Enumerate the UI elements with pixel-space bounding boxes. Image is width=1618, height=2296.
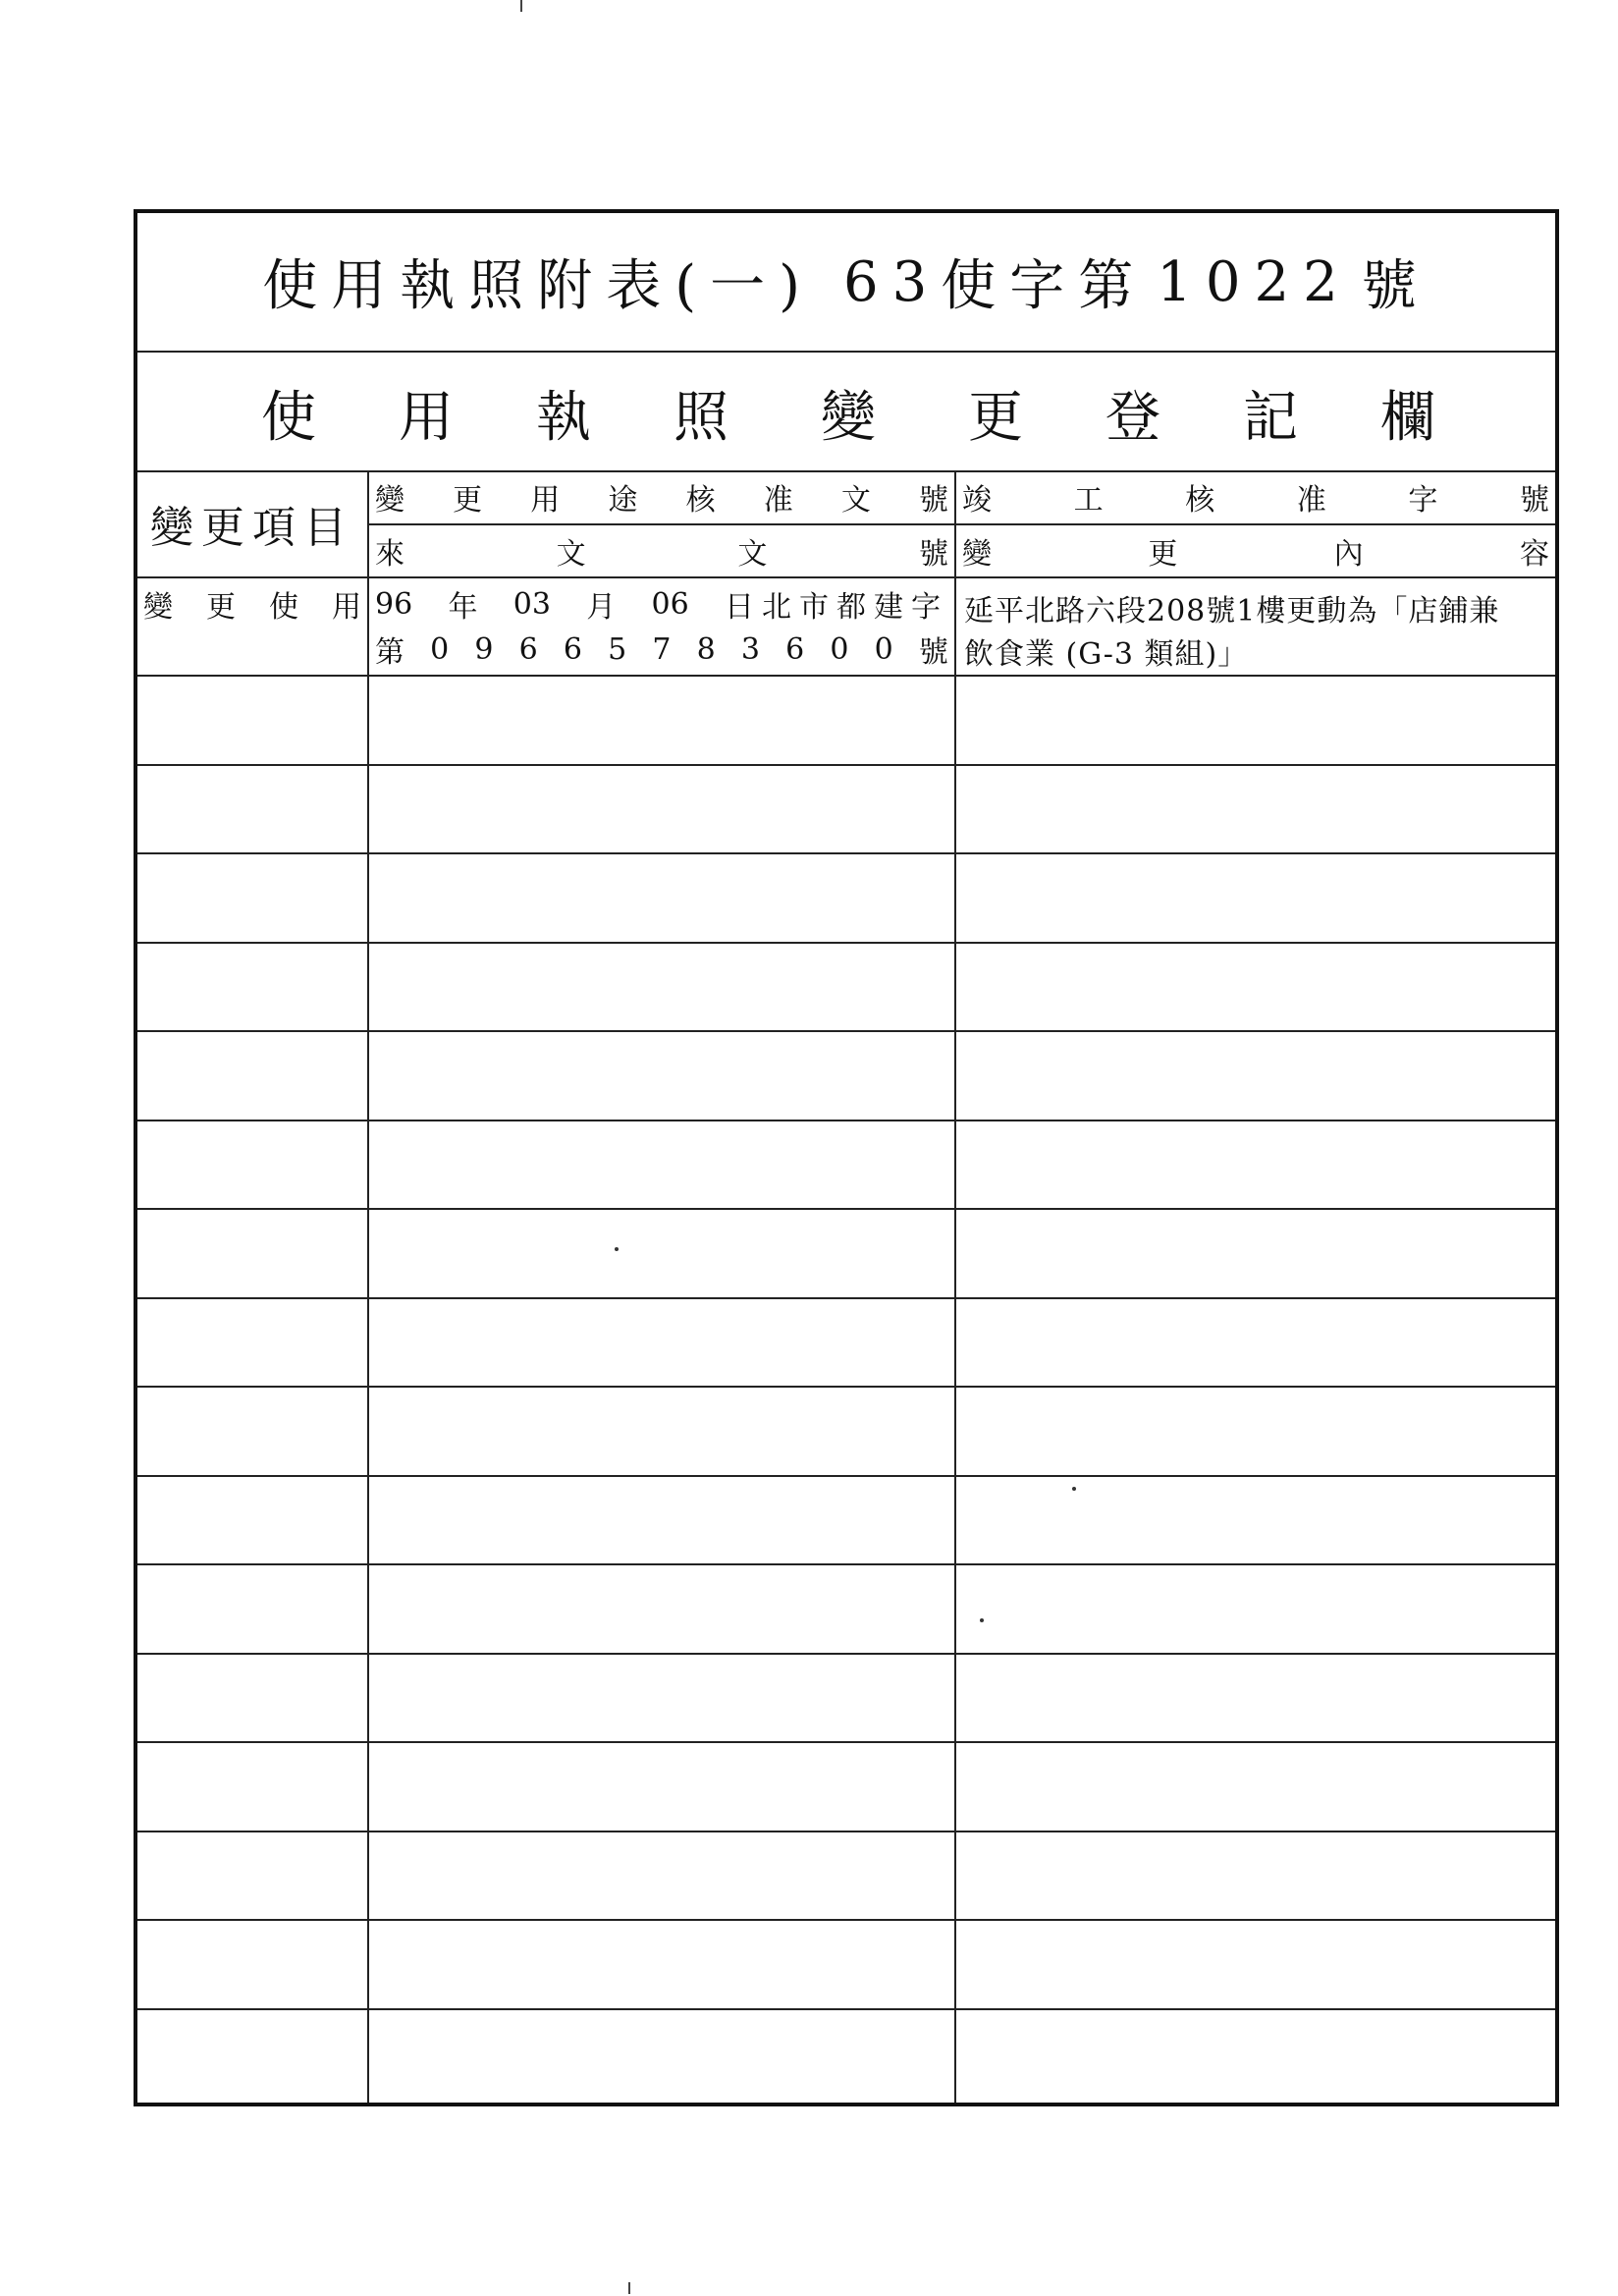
header-char: 更 (453, 483, 483, 518)
title-part: 號 (1361, 254, 1430, 318)
header-change-item: 變更項目 (150, 503, 354, 553)
entry-char: 6 (563, 631, 582, 667)
column-divider (954, 470, 956, 2103)
entry-char: 6 (518, 631, 538, 667)
header-char: 變 (375, 483, 404, 518)
entry-char: 8 (696, 631, 716, 667)
entry-char: 0 (830, 631, 849, 667)
subtitle-char: 更 (968, 386, 1023, 450)
blank-row-line (137, 2008, 1555, 2010)
blank-row-line (137, 942, 1555, 944)
title-part: 63 (842, 249, 942, 314)
blank-row-line (137, 1297, 1555, 1299)
header-char: 變 (962, 537, 992, 572)
subtitle-char: 照 (674, 386, 728, 450)
header-char: 工 (1073, 483, 1104, 518)
entry-char: 5 (608, 631, 627, 667)
header-completion-no (956, 470, 1555, 523)
entry-char: 月 (586, 590, 617, 625)
row-divider (137, 675, 1555, 677)
title-part: 使字第 (941, 254, 1148, 318)
scan-speck (1072, 1487, 1076, 1491)
header-char: 內 (1333, 537, 1364, 572)
entry-char: 6 (785, 631, 805, 667)
entry-char: 7 (652, 631, 672, 667)
title-part: 附 (537, 254, 607, 318)
entry-content-line2: 飲食業 (G-3 類組)」 (964, 637, 1249, 672)
entry-char: 使 (269, 590, 298, 625)
subtitle-char: 欄 (1380, 386, 1435, 450)
form-subtitle (137, 351, 1555, 472)
blank-row-line (137, 1831, 1555, 1832)
title-part: 照 (468, 254, 538, 318)
entry-char: 96 (375, 586, 413, 622)
form-title (137, 213, 1555, 353)
blank-row-line (137, 1653, 1555, 1655)
title-part: 執 (400, 254, 469, 318)
blank-row-line (137, 1386, 1555, 1388)
title-part: 表 (606, 254, 675, 318)
header-char: 容 (1519, 537, 1549, 572)
blank-row-line (137, 1208, 1555, 1210)
header-char: 核 (1185, 483, 1215, 518)
subtitle-char: 變 (821, 386, 876, 450)
header-char: 竣 (962, 483, 992, 518)
subtitle-char: 用 (399, 386, 454, 450)
title-part: (一) (674, 254, 814, 318)
header-approval-no (369, 470, 954, 523)
entry-change-item (137, 582, 367, 626)
header-char: 用 (530, 483, 561, 518)
title-part: 1022 (1157, 249, 1352, 314)
subtitle-char: 使 (261, 386, 316, 450)
blank-row-line (137, 852, 1555, 854)
entry-char: 更 (206, 590, 236, 625)
header-char: 文 (556, 537, 586, 572)
entry-content-line1: 延平北路六段208號1樓更動為「店鋪兼 (964, 594, 1500, 629)
entry-char: 變 (143, 590, 173, 625)
blank-row-line (137, 1919, 1555, 1921)
scan-mark (628, 2282, 630, 2294)
entry-char: 0 (874, 631, 893, 667)
entry-doc-line1 (369, 582, 954, 626)
blank-row-line (137, 1120, 1555, 1121)
header-char: 來 (375, 537, 404, 572)
header-bottom-line (137, 576, 1555, 578)
blank-row-line (137, 1030, 1555, 1032)
header-char: 准 (1296, 483, 1326, 518)
header-char: 文 (840, 483, 871, 518)
entry-char: 年 (448, 590, 478, 625)
permit-form (134, 209, 1559, 2106)
entry-char: 03 (512, 586, 551, 622)
entry-char: 0 (430, 631, 450, 667)
header-char: 號 (918, 537, 948, 572)
record-grid (137, 470, 1555, 2103)
entry-doc-line2 (369, 628, 954, 671)
entry-char: 9 (474, 631, 494, 667)
subtitle-char: 執 (536, 386, 591, 450)
header-char: 號 (918, 483, 948, 518)
entry-char: 用 (332, 590, 361, 625)
header-char: 途 (608, 483, 638, 518)
scan-speck (980, 1618, 984, 1622)
scan-mark (520, 0, 522, 12)
blank-row-line (137, 1741, 1555, 1743)
scan-speck (615, 1247, 619, 1251)
header-change-content (956, 525, 1555, 576)
entry-char: 3 (740, 631, 760, 667)
title-part: 用 (331, 254, 401, 318)
blank-row-line (137, 1475, 1555, 1477)
entry-char: 06 (651, 586, 689, 622)
subtitle-char: 記 (1243, 386, 1298, 450)
entry-char: 號 (918, 635, 948, 670)
title-part: 使 (262, 254, 332, 318)
blank-row-line (137, 764, 1555, 766)
entry-char: 日北市都建字 (724, 590, 948, 625)
header-char: 准 (763, 483, 793, 518)
entry-char: 第 (375, 635, 404, 670)
header-char: 文 (737, 537, 768, 572)
blank-row-line (137, 1563, 1555, 1565)
header-incoming-no (369, 525, 954, 576)
header-char: 核 (685, 483, 716, 518)
header-char: 更 (1148, 537, 1178, 572)
header-char: 字 (1408, 483, 1438, 518)
column-divider (367, 470, 369, 2103)
header-char: 號 (1519, 483, 1549, 518)
subtitle-char: 登 (1106, 386, 1160, 450)
